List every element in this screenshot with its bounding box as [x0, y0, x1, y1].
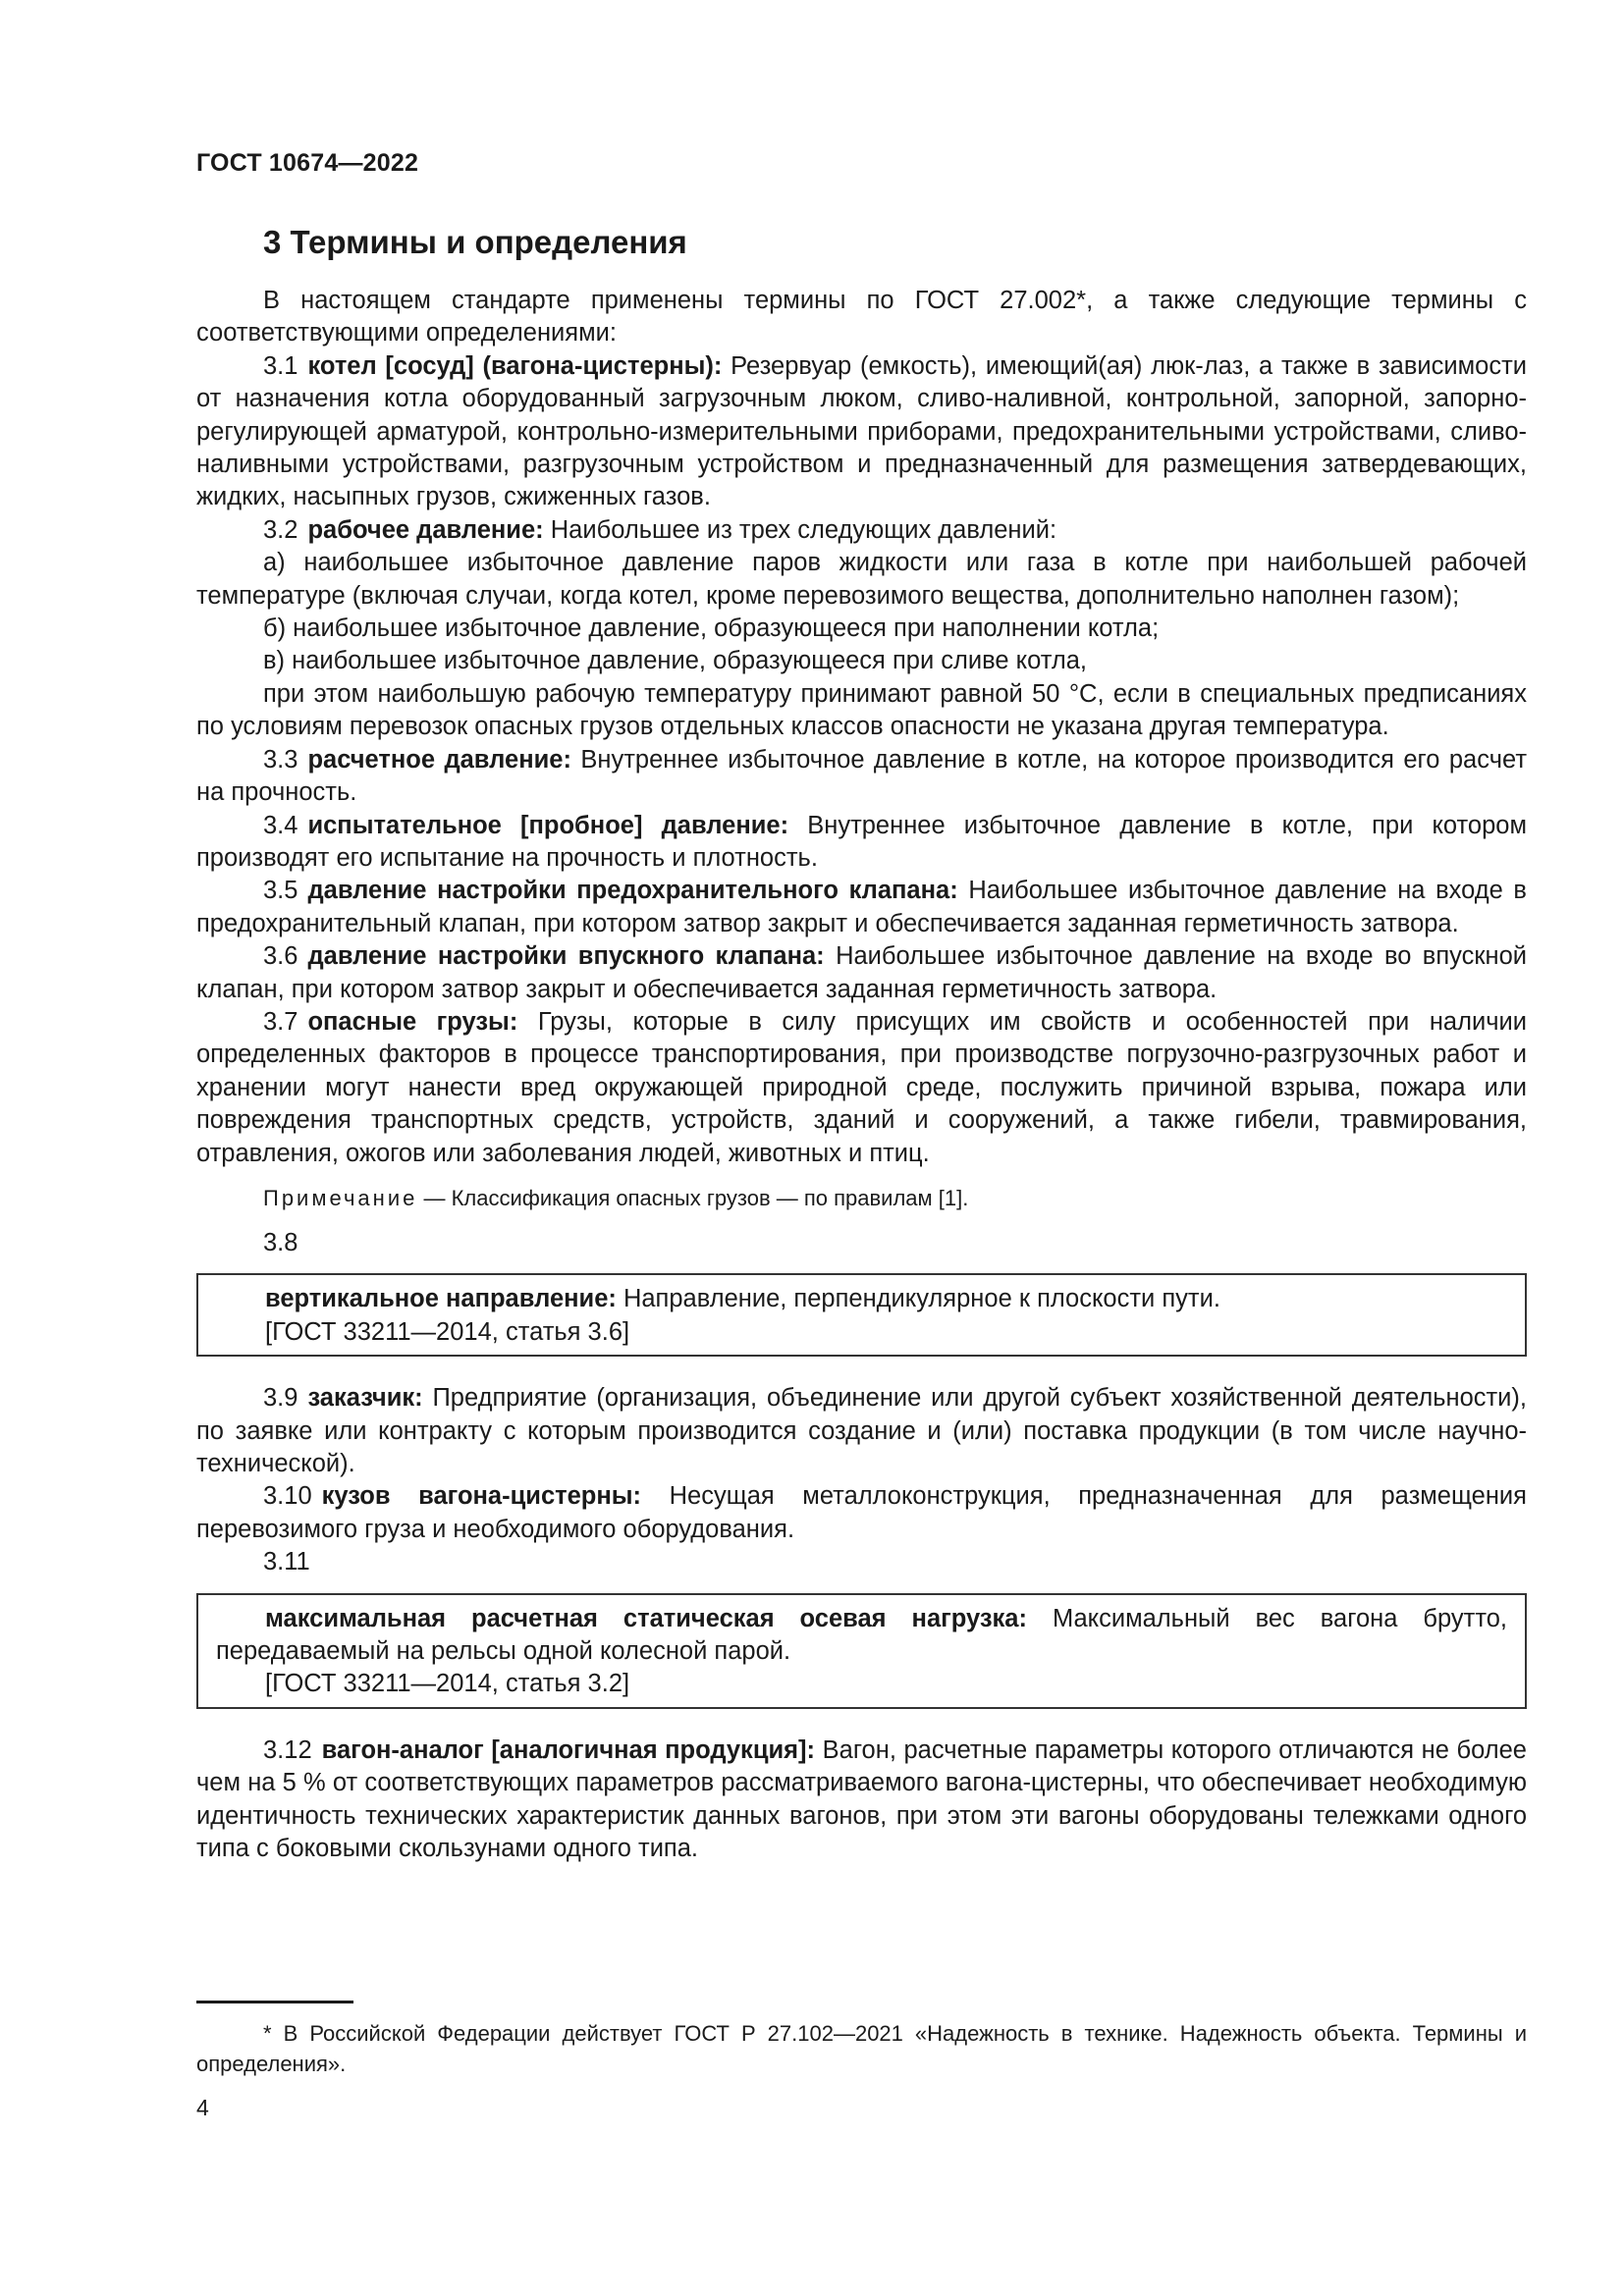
term-3-6 [196, 940, 1527, 1006]
term-3-2-item-v: в) наибольшее избыточное давление, образующееся при сливе котла, [263, 647, 1087, 675]
page-number: 4 [196, 2095, 209, 2120]
term-number: 3.6 [263, 942, 298, 971]
term-number: 3.7 [263, 1007, 298, 1036]
term-name: вертикальное направление: [265, 1285, 617, 1313]
term-3-12 [196, 1735, 1527, 1866]
term-3-2-item-b: б) наибольшее избыточное давление, образующееся при наполнении котла; [263, 614, 1160, 643]
term-3-2-tail: при этом наибольшую рабочую температуру принимают равной 50 °С, если в специальных предписаниях по условиям перевозок опасных грузов отдельных классов опасности не указана другая температура. [196, 679, 1527, 741]
term-number: 3.12 [263, 1735, 312, 1764]
document-body [196, 285, 1527, 1865]
note [196, 1184, 1527, 1213]
term-name: заказчик: [307, 1384, 423, 1413]
term-3-11 [216, 1603, 1507, 1669]
section-title: 3 Термины и определения [263, 224, 687, 260]
term-3-8 [216, 1283, 1507, 1315]
term-definition: Вагон, расчетные параметры которого отличаются не более чем на 5 % от соответствующих параметров рассматриваемого вагона-цистерны, что обеспечивает необходимую идентичность технических характеристик данных вагонов, при этом эти вагоны оборудованы тележками одного типа с боковыми скользунами одного типа. [196, 1735, 1527, 1863]
term-name: испытательное [пробное] давление: [307, 811, 789, 839]
term-3-8-number: 3.8 [263, 1228, 298, 1256]
note-text: — Классификация опасных грузов — по правилам [1]. [417, 1185, 969, 1210]
term-name: максимальная расчетная статическая осевая нагрузка: [265, 1604, 1027, 1632]
term-3-10 [196, 1480, 1527, 1546]
footnote: * В Российской Федерации действует ГОСТ Р 27.102—2021 «Надежность в технике. Надежность объекта. Термины и определения». [196, 2021, 1527, 2076]
term-number: 3.2 [263, 515, 298, 544]
term-3-2 [196, 514, 1527, 547]
term-definition: Несущая металлоконструкция, предназначенная для размещения перевозимого груза и необходимого оборудования. [196, 1482, 1527, 1543]
term-3-5 [196, 875, 1527, 940]
term-source: [ГОСТ 33211—2014, статья 3.6] [265, 1317, 630, 1346]
term-definition: Внутреннее избыточное давление в котле, на которое производится его расчет на прочность. [196, 745, 1527, 807]
term-definition: Внутреннее избыточное давление в котле, при котором производят его испытание на прочность и плотность. [196, 811, 1527, 872]
term-name: опасные грузы: [307, 1007, 518, 1036]
term-name: котел [сосуд] (вагона-цистерны): [307, 351, 723, 380]
term-3-7 [196, 1006, 1527, 1170]
term-definition: Резервуар (емкость), имеющий(ая) люк-лаз, а также в зависимости от назначения котла оборудованный загрузочным люком, сливо-наливной, контрольной, запорной, запорно-регулирующей арматурой, контрольно-измерительными приборами, предохранительными устройствами, сливо-наливными устройствами, разгрузочным устройством и предназначенный для размещения затвердевающих, жидких, насыпных грузов, сжиженных газов. [196, 351, 1527, 511]
term-name: вагон-аналог [аналогичная продукция]: [321, 1735, 816, 1764]
note-label: Примечание [263, 1185, 418, 1210]
term-3-9 [196, 1382, 1527, 1480]
term-name: рабочее давление: [307, 515, 544, 544]
term-number: 3.3 [263, 745, 298, 774]
term-3-2-item-a: а) наибольшее избыточное давление паров жидкости или газа в котле при наибольшей рабочей температуре (включая случаи, когда котел, кроме перевозимого вещества, дополнительно наполнен газом); [196, 549, 1527, 610]
term-definition: Наибольшее избыточное давление на входе во впускной клапан, при котором затвор закрыт и обеспечивается заданная герметичность затвора. [196, 942, 1528, 1003]
term-definition: Грузы, которые в силу присущих им свойств и особенностей при наличии определенных факторов в процессе транспортирования, при производстве погрузочно-разгрузочных работ и хранении могут нанести вред окружающей природной среде, послужить причиной взрыва, пожара или повреждения транспортных средств, устройств, зданий и сооружений, а также гибели, травмирования, отравления, ожогов или заболевания людей, животных и птиц. [196, 1007, 1527, 1167]
term-definition: Наибольшее избыточное давление на входе в предохранительный клапан, при котором затвор закрыт и обеспечивается заданная герметичность затвора. [196, 877, 1527, 937]
term-name: давление настройки предохранительного клапана: [307, 877, 958, 905]
term-3-11-box [196, 1593, 1527, 1709]
document-code-header: ГОСТ 10674—2022 [196, 149, 419, 177]
term-number: 3.9 [263, 1384, 298, 1413]
term-number: 3.10 [263, 1482, 312, 1511]
term-3-4 [196, 810, 1527, 876]
term-3-11-number: 3.11 [263, 1548, 310, 1576]
term-source: [ГОСТ 33211—2014, статья 3.2] [265, 1670, 630, 1698]
term-3-1 [196, 350, 1527, 514]
term-3-8-box [196, 1273, 1527, 1357]
term-definition: Наибольшее из трех следующих давлений: [543, 515, 1057, 544]
footnote-separator [196, 2001, 353, 2003]
term-definition: Предприятие (организация, объединение или другой субъект хозяйственной деятельности), по заявке или контракту с которым производится создание и (или) поставка продукции (в том числе научно-технической). [196, 1384, 1527, 1477]
intro-paragraph: В настоящем стандарте применены термины по ГОСТ 27.002*, а также следующие термины с соответствующими определениями: [196, 287, 1527, 347]
term-name: кузов вагона-цистерны: [321, 1482, 642, 1511]
term-number: 3.5 [263, 877, 298, 905]
term-definition: Максимальный вес вагона брутто, передаваемый на рельсы одной колесной парой. [216, 1604, 1507, 1666]
term-number: 3.1 [263, 351, 298, 380]
term-name: расчетное давление: [307, 745, 571, 774]
term-definition: Направление, перпендикулярное к плоскости пути. [616, 1285, 1220, 1313]
term-number: 3.4 [263, 811, 298, 839]
term-name: давление настройки впускного клапана: [307, 942, 825, 971]
term-3-3 [196, 744, 1527, 810]
